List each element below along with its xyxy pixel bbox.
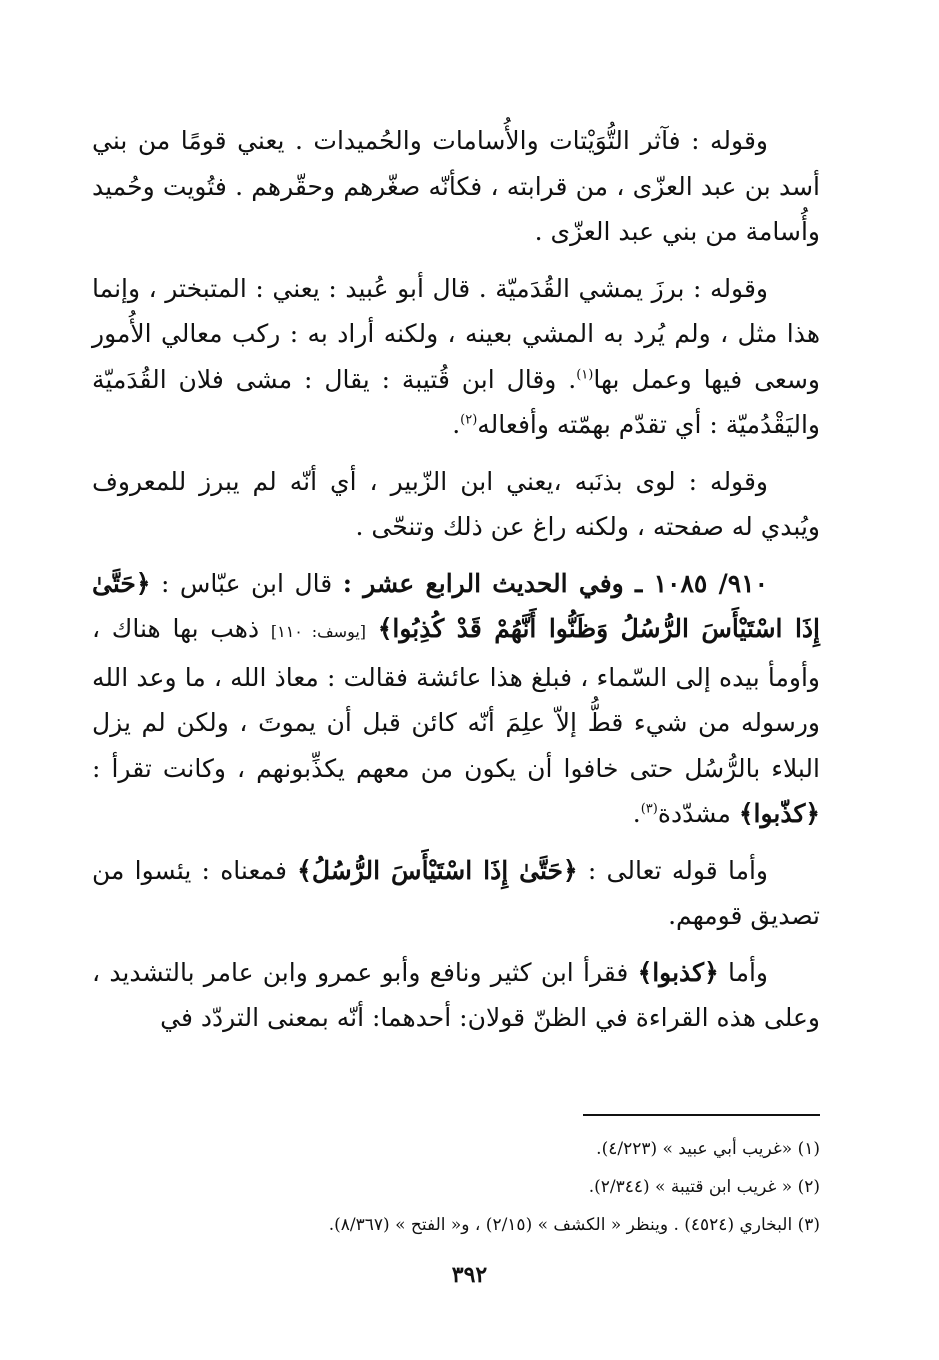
paragraph-3: [92, 459, 820, 550]
quran-quote: ﴿كذبوا﴾: [637, 957, 719, 987]
footnote-ref-1: (١): [576, 367, 594, 383]
quran-quote: ﴿كذّبوا﴾: [738, 799, 820, 828]
paragraph-6: [92, 950, 820, 1041]
page-number: ٣٩٢: [451, 1262, 488, 1288]
paragraph-text: مشدّدة: [657, 799, 739, 828]
paragraph-text: .: [452, 410, 461, 439]
paragraph-text: . وقال ابن قُتيبة : يقال : مشى فلان القُدَميّة واليَقْدُميّة : أي تقدّم بهمّته وأفعاله: [92, 364, 820, 439]
paragraph-text: ذهب بها هناك ، وأومأ بيده إلى السّماء ، فبلغ هذا عائشة فقالت : معاذ الله ، ما وعد الله ورسوله من شيء قطُّ إلاّ علِمَ أنّه كائن قبل أن يموتَ ، ولكن لم يزل البلاء بالرُّسُل حتى خافوا أن يكون من معهم يكذِّبونهم ، وكانت تقرأ :: [92, 614, 820, 783]
paragraph-5: [92, 848, 820, 939]
paragraph-2: [92, 266, 820, 448]
paragraph-text: فمعناه : يئسوا من تصديق قومهم.: [92, 855, 820, 930]
footnote-ref-3: (٣): [640, 801, 658, 817]
footnotes: [92, 1130, 820, 1244]
footnote-2: (٢) « غريب ابن قتيبة » (٢/٣٤٤).: [588, 1177, 820, 1197]
paragraph-text: وقوله : فآثر التُّوَيْتات والأُسامات والحُميدات . يعني قومًا من بني أسد بن عبد العزّى ، من قرابته ، فكأنّه صغّرهم وحقّرهم . فتُويت وحُميد وأُسامة من بني عبد العزّى .: [92, 126, 820, 246]
footnote-separator: [583, 1114, 820, 1116]
paragraph-text: .: [632, 799, 641, 828]
footnote-1: (١) «غريب أبي عبيد » (٤/٢٢٣).: [596, 1139, 820, 1159]
paragraph-text: وقوله : لوى بذنَبه ،يعني ابن الزّبير ، أي أنّه لم يبرز للمعروف ويُبدي له صفحته ، ولكنه راغ عن ذلك وتنحّى .: [92, 466, 820, 541]
paragraph-text: فقرأ ابن كثير ونافع وأبو عمرو وابن عامر بالتشديد ، وعلى هذه القراءة في الظنّ قولان: أحدهما: أنّه بمعنى التردّد في: [92, 957, 820, 1032]
footnote-3: (٣) البخاري (٤٥٢٤) . وينظر « الكشف » (٢/١٥) ، و« الفتح » (٨/٣٦٧).: [328, 1215, 820, 1235]
paragraph-text: وأما قوله تعالى :: [577, 855, 769, 885]
paragraph-text: قال ابن عبّاس :: [150, 568, 343, 598]
footnote-ref-2: (٢): [460, 412, 478, 428]
paragraph-text: وقوله : برزَ يمشي القُدَميّة . قال أبو عُبيد : يعني : المتبختر ، وإنما هذا مثل ، ولم يُرد به المشي بعينه ، ولكنه أراد به : ركب معالي الأُمور وسعى فيها وعمل بها: [92, 273, 820, 394]
quran-quote: ﴿حَتَّىٰ إِذَا اسْتَيْأَسَ الرُّسُلُ﴾: [297, 855, 578, 885]
paragraph-1: [92, 118, 820, 255]
hadith-heading: ٩١٠/ ١٠٨٥ ـ وفي الحديث الرابع عشر :: [342, 568, 769, 598]
paragraph-hadith: [92, 561, 820, 837]
quran-quote: ﴿حَتَّىٰ إِذَا اسْتَيْأَسَ الرُّسُلُ وَظَنُّوا أَنَّهُمْ قَدْ كُذِبُوا﴾: [92, 568, 820, 643]
paragraph-text: وأما: [718, 957, 768, 987]
quran-reference: [يوسف: ١١٠]: [270, 622, 367, 641]
main-text: [92, 118, 820, 1052]
